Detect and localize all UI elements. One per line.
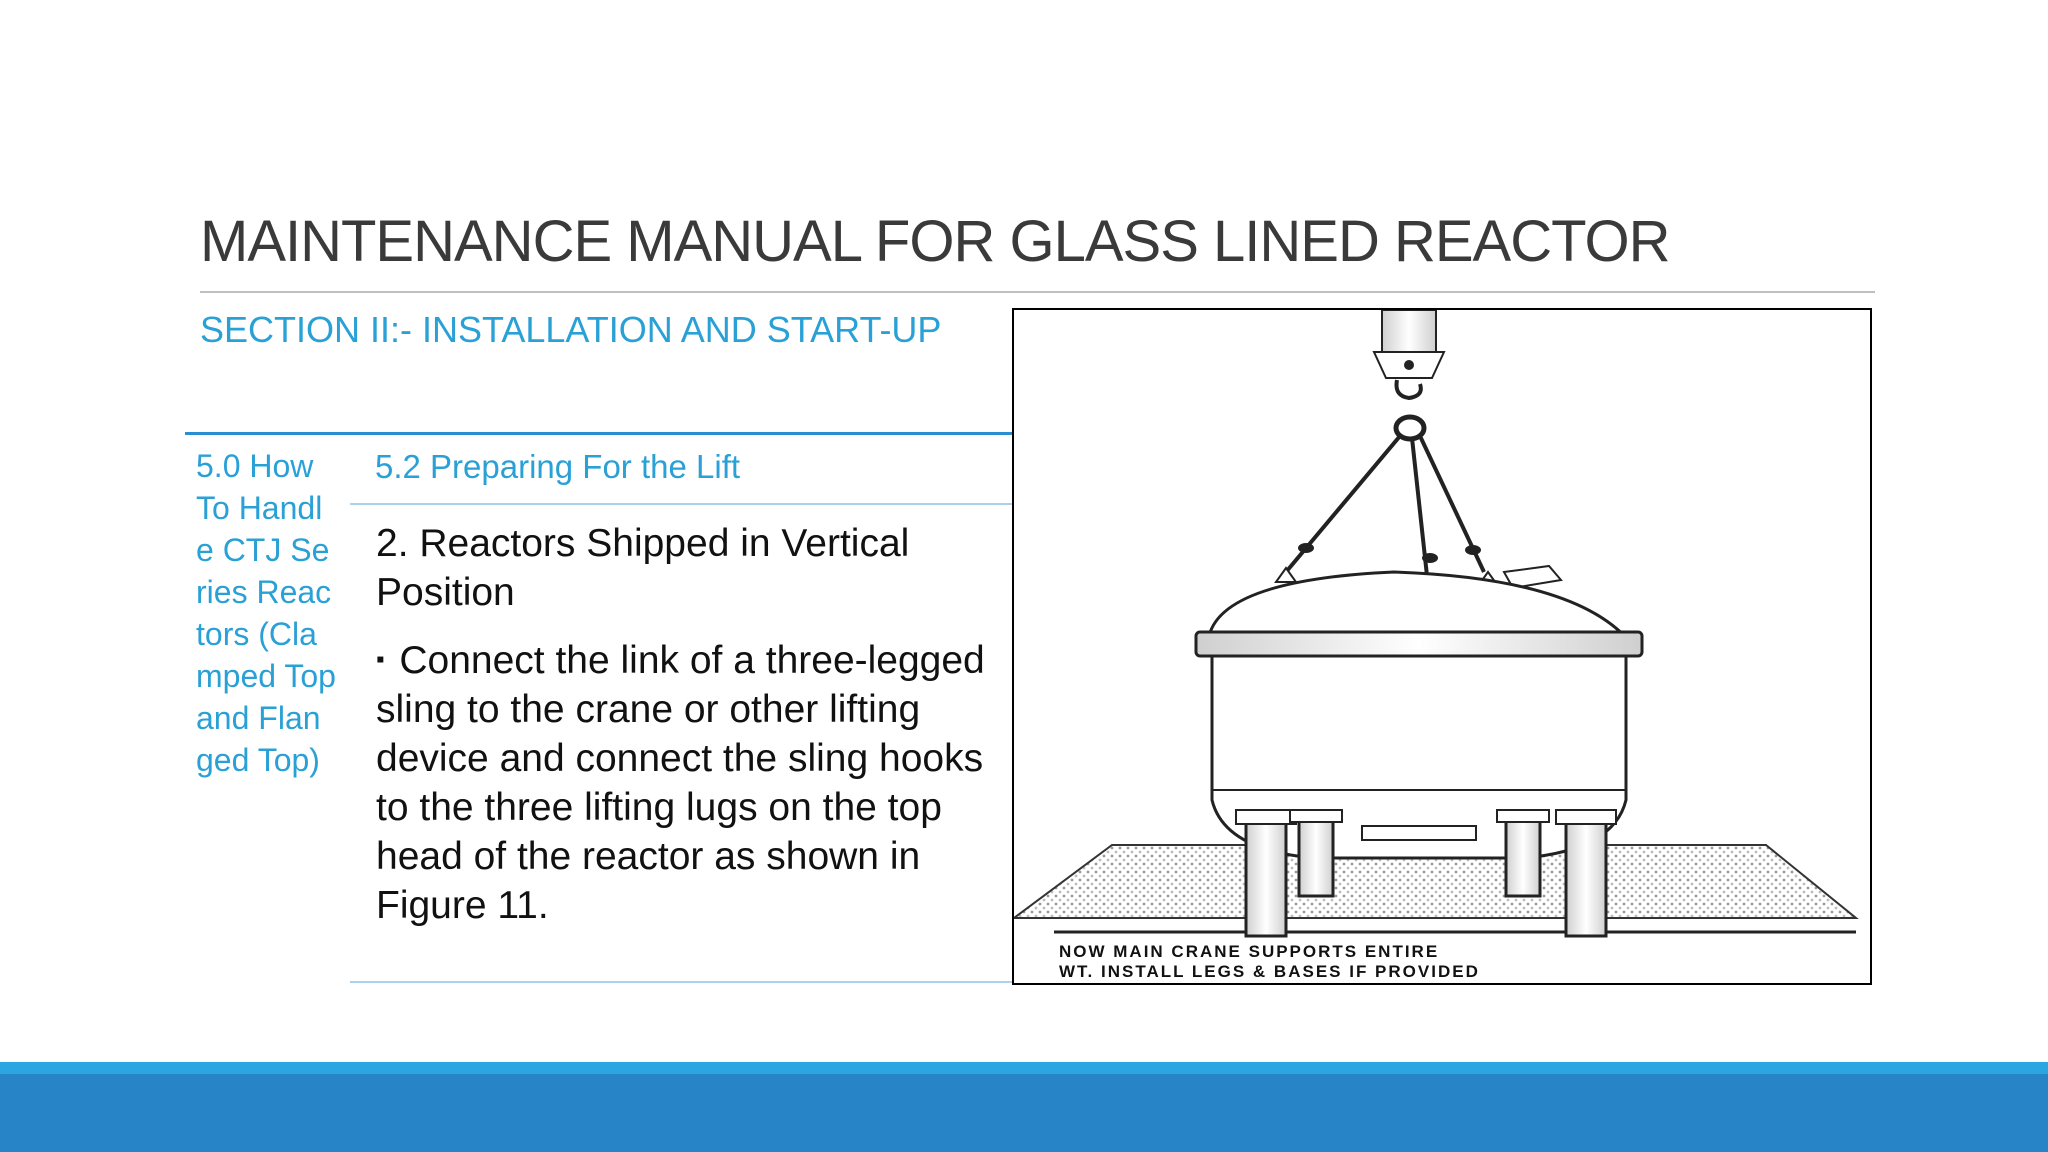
bullet-icon: ▪ — [376, 646, 385, 673]
subheading: 5.2 Preparing For the Lift — [375, 448, 741, 485]
content-bottom-rule — [350, 981, 1012, 983]
bullet-paragraph — [376, 635, 1012, 930]
subheading-divider — [350, 503, 1012, 505]
content-heading: 2. Reactors Shipped in Vertical Position — [376, 522, 910, 614]
slide-title: MAINTENANCE MANUAL FOR GLASS LINED REACTOR — [200, 209, 1670, 274]
figure-caption — [1059, 942, 1839, 982]
content-body — [376, 519, 1012, 930]
caption-line-2: WT. INSTALL LEGS & BASES IF PROVIDED — [1059, 962, 1480, 981]
table-top-rule — [185, 432, 1012, 435]
reactor-drawing — [1014, 310, 1870, 983]
section-label: 5.0 How To Handle CTJ Series Reactors (Clamped Top and Flanged Top) — [196, 448, 336, 778]
footer-accent-bar — [0, 1062, 2048, 1074]
section-subtitle: SECTION II:- INSTALLATION AND START-UP — [200, 309, 942, 350]
caption-line-1: NOW MAIN CRANE SUPPORTS ENTIRE — [1059, 942, 1440, 961]
bullet-text: Connect the link of a three-legged sling to the crane or other lifting device and connect the sling hooks to the three lifting lugs on the top head of the reactor as shown in Figure 11. — [376, 639, 985, 927]
reactor-lift-figure — [1012, 308, 1872, 985]
footer-band — [0, 1074, 2048, 1152]
title-divider — [200, 291, 1875, 293]
